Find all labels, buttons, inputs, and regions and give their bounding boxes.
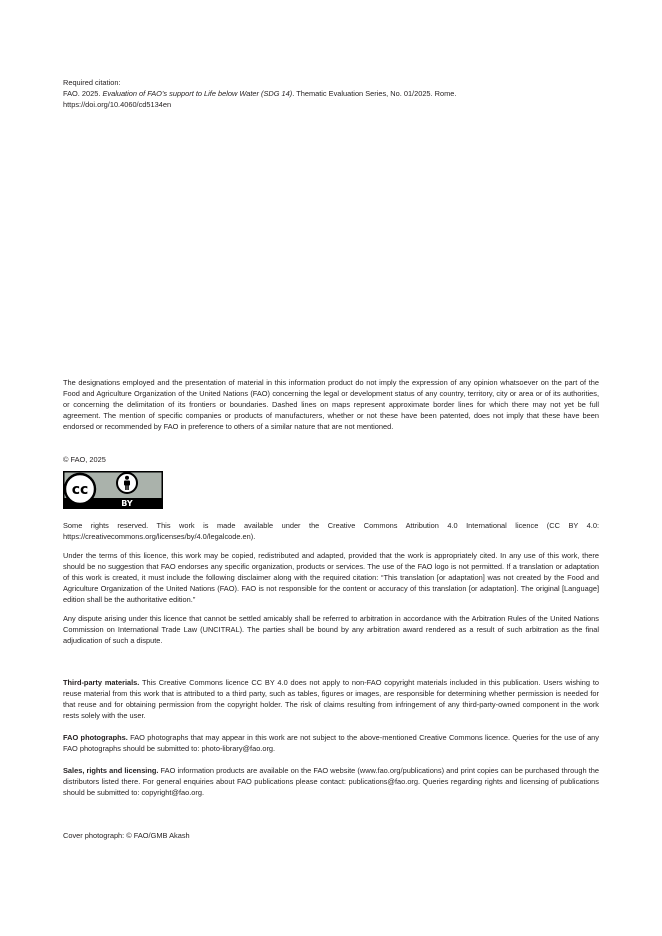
citation-title: Evaluation of FAO’s support to Life below Water (SDG 14)	[102, 89, 293, 98]
citation-line	[63, 88, 599, 99]
photographs-text	[63, 732, 599, 754]
citation-doi-link[interactable]: https://doi.org/10.4060/cd5134en	[63, 100, 172, 109]
sales-block	[63, 765, 599, 798]
photographs-block	[63, 732, 599, 754]
citation-suffix: . Thematic Evaluation Series, No. 01/2025. Rome.	[292, 89, 457, 98]
required-citation	[63, 77, 599, 110]
third-party-block	[63, 677, 599, 721]
disclaimer-block	[63, 377, 599, 432]
licence-terms-text: Under the terms of this licence, this work may be copied, redistributed and adapted, provided that the work is appropriately cited. In any use of this work, there should be no suggestion that FAO endorses any specific organization, products or services. The use of the FAO logo is not permitted. If a translation or adaptation of this work is created, it must include the following disclaimer along with the required citation: “This translation [or adaptation] was not created by the Food and Agriculture Organization of the United Nations (FAO). FAO is not responsible for the content or accuracy of this translation [or adaptation]. The original [Language] edition shall be the authoritative edition.”	[63, 551, 599, 604]
photographs-heading: FAO photographs.	[63, 733, 128, 742]
citation-label: Required citation:	[63, 78, 121, 87]
cover-photo-credit: Cover photograph: © FAO/GMB Akash	[63, 831, 190, 840]
cover-photo-block	[63, 830, 599, 841]
cc-by-licence-badge	[63, 471, 163, 509]
third-party-text	[63, 677, 599, 721]
cc-icon-text: cc	[71, 482, 89, 498]
rights-reserved-text: Some rights reserved. This work is made available under the Creative Commons Attribution 4.0 International licence (CC BY 4.0: https://creativecommons.org/licenses/by/4.0/legalcode.en).	[63, 521, 599, 541]
by-label: BY	[121, 499, 133, 508]
copyright-notice: © FAO, 2025	[63, 455, 106, 464]
dispute-text: Any dispute arising under this licence that cannot be settled amicably shall be referred to arbitration in accordance with the Arbitration Rules of the United Nations Commission on International Trade Law (UNCITRAL). The parties shall be bound by any arbitration award rendered as a result of such arbitration as the final adjudication of such a dispute.	[63, 614, 599, 645]
copyright-block	[63, 454, 599, 465]
third-party-body: This Creative Commons licence CC BY 4.0 does not apply to non-FAO copyright materials included in this publication. Users wishing to reuse material from this work that is attributed to a third party, such as tables, figures or images, are responsible for determining whether permission is needed for that reuse and for obtaining permission from the copyright holder. The risk of claims resulting from infringement of any third-party-owned component in the work rests solely with the user.	[63, 678, 599, 720]
sales-heading: Sales, rights and licensing.	[63, 766, 159, 775]
photographs-body: FAO photographs that may appear in this work are not subject to the above-mentioned Creative Commons licence. Queries for the use of any FAO photographs should be submitted to: photo-library@fao.org.	[63, 733, 599, 753]
licence-block	[63, 520, 599, 646]
sales-body: FAO information products are available on the FAO website (www.fao.org/publications) and print copies can be purchased through the distributors listed there. For general enquiries about FAO publications please contact: publications@fao.org. Queries regarding rights and licensing of publications should be submitted to: copyright@fao.org.	[63, 766, 599, 797]
citation-prefix: FAO. 2025.	[63, 89, 103, 98]
disclaimer-text: The designations employed and the presentation of material in this information product do not imply the expression of any opinion whatsoever on the part of the Food and Agriculture Organization of the United Nations (FAO) concerning the legal or development status of any country, territory, city or area or of its authorities, or concerning the delimitation of its frontiers or boundaries. Dashed lines on maps represent approximate border lines for which there may not yet be full agreement. The mention of specific companies or products of manufacturers, whether or not these have been patented, does not imply that these have been endorsed or recommended by FAO in preference to others of a similar nature that are not mentioned.	[63, 378, 599, 431]
third-party-heading: Third-party materials.	[63, 678, 140, 687]
sales-text	[63, 765, 599, 798]
